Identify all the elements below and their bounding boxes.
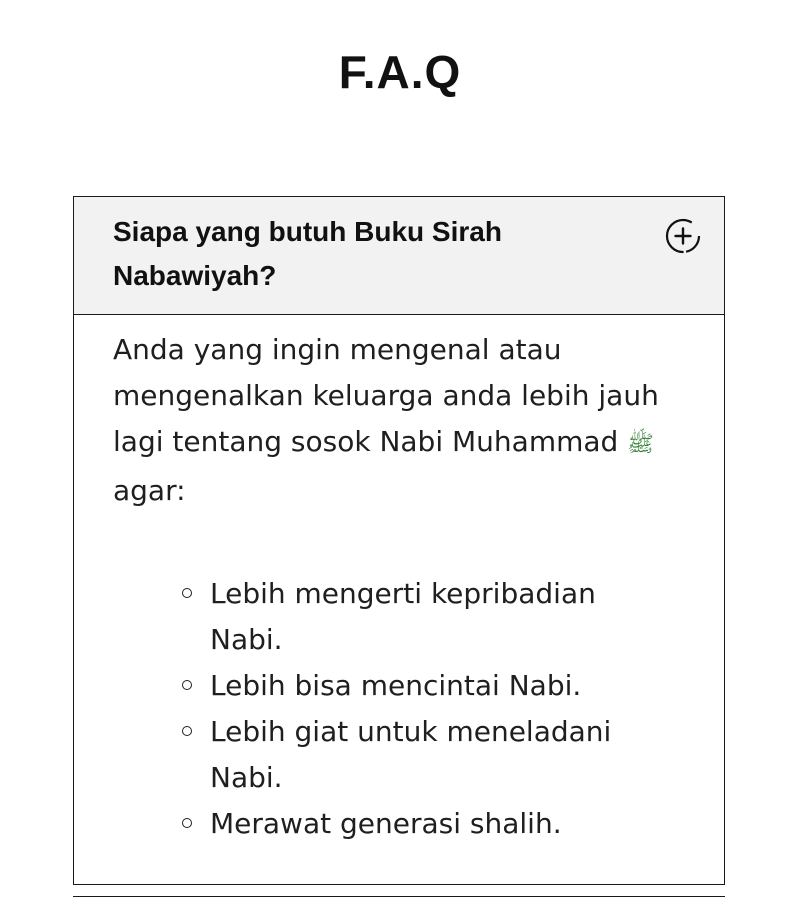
circle-bullet-icon	[182, 588, 192, 598]
answer-intro: Anda yang ingin mengenal atau mengenalkan keluarga anda lebih jauh lagi tentang sosok Nabi Muhammad	[113, 333, 659, 458]
faq-question-header[interactable]	[74, 197, 724, 315]
circle-bullet-icon	[182, 726, 192, 736]
faq-item	[73, 196, 725, 885]
faq-answer	[113, 327, 703, 840]
circle-bullet-icon	[182, 818, 192, 828]
next-item-divider	[73, 896, 725, 897]
list-item: Merawat generasi shalih.	[210, 801, 670, 847]
list-item: Lebih bisa mencintai Nabi.	[210, 663, 670, 709]
benefit-list	[210, 571, 670, 847]
plus-circle-icon	[665, 218, 701, 254]
faq-question[interactable]: Siapa yang butuh Buku Sirah Nabawiyah?	[113, 216, 502, 291]
honorific-symbol: ﷺ	[627, 432, 654, 457]
list-item: Lebih giat untuk meneladani Nabi.	[210, 709, 670, 801]
answer-text	[113, 327, 703, 514]
circle-bullet-icon	[182, 680, 192, 690]
expand-toggle-button[interactable]	[665, 218, 701, 254]
answer-suffix: agar:	[113, 474, 186, 507]
page-title: F.A.Q	[338, 46, 462, 98]
list-item: Lebih mengerti kepribadian Nabi.	[210, 571, 670, 663]
